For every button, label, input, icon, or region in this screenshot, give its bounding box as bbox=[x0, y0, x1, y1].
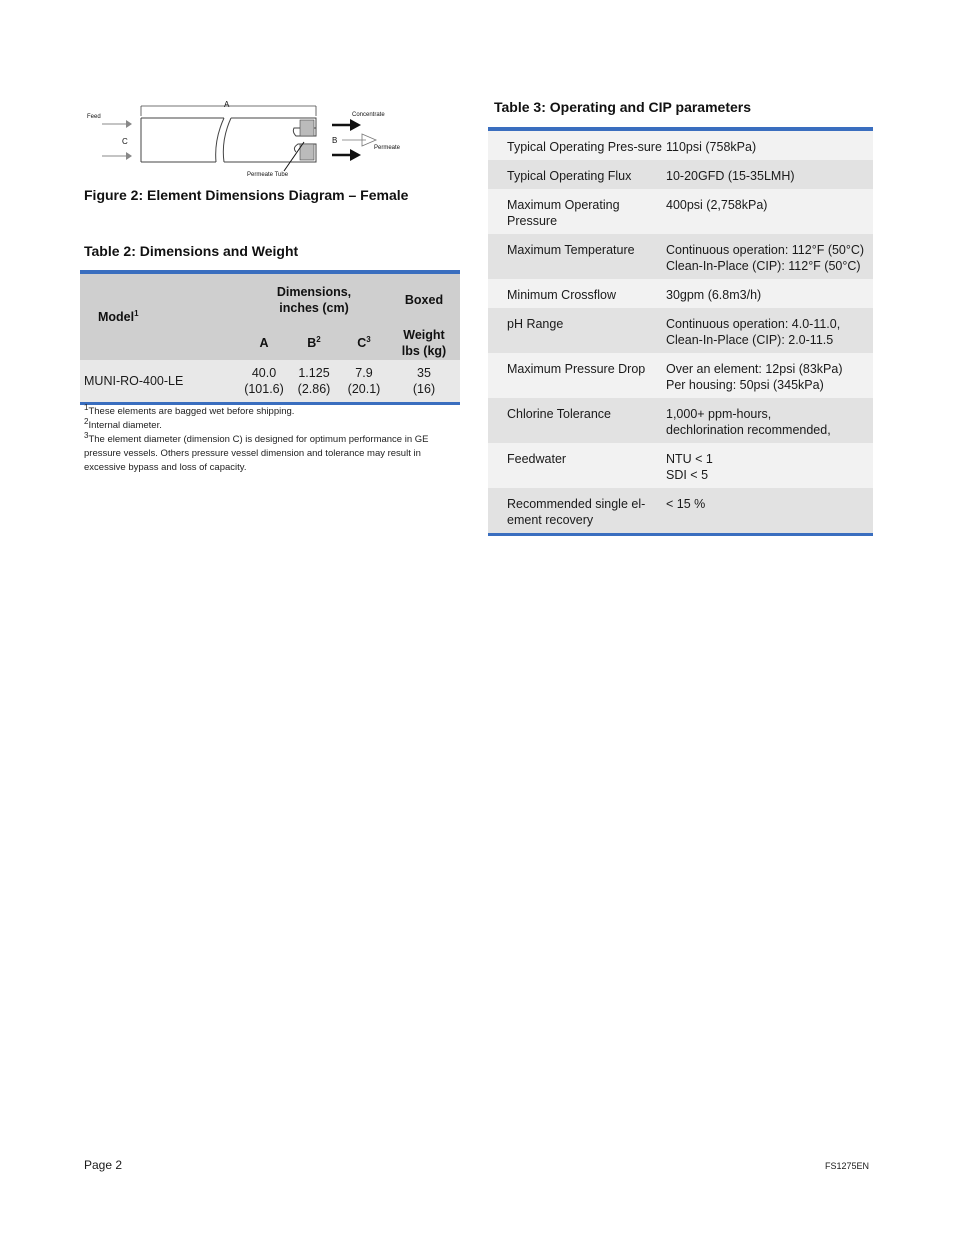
header-c: $C^3$ bbox=[340, 326, 388, 360]
header-weight: Weight lbs (kg) bbox=[388, 326, 460, 360]
parameter-value: 10-20GFD (15-35LMH) bbox=[666, 160, 873, 189]
parameter-value: Continuous operation: 112°F (50°C) Clean-In-Place (CIP): 112°F (50°C) bbox=[666, 234, 873, 279]
parameter-name: Typical Operating Pres-sure bbox=[488, 131, 666, 160]
figure-caption: Figure 2: Element Dimensions Diagram – Female bbox=[84, 187, 409, 203]
parameter-value: Continuous operation: 4.0-11.0, Clean-In-Place (CIP): 2.0-11.5 bbox=[666, 308, 873, 353]
page-number: Page 2 bbox=[84, 1158, 123, 1172]
parameter-name: Typical Operating Flux bbox=[488, 160, 666, 189]
table2-footnotes bbox=[84, 402, 460, 475]
footnote: $^1$These elements are bagged wet before shipping. bbox=[84, 402, 295, 417]
parameter-value: 1,000+ ppm-hours, dechlorination recommended, bbox=[666, 398, 873, 443]
parameter-name: Chlorine Tolerance bbox=[488, 398, 666, 443]
footnote: $^2$Internal diameter. bbox=[84, 416, 162, 431]
parameter-name: Recommended single el-ement recovery bbox=[488, 488, 666, 533]
header-b: $B^2$ bbox=[288, 326, 340, 360]
header-dimensions: Dimensions, inches (cm) bbox=[240, 274, 388, 326]
table-row bbox=[488, 308, 873, 353]
dimensions-table bbox=[80, 270, 460, 405]
label-feed: Feed bbox=[87, 114, 101, 120]
header-a: A bbox=[240, 326, 288, 360]
label-a: A bbox=[224, 100, 230, 109]
parameter-name: Maximum Pressure Drop bbox=[488, 353, 666, 398]
document-code: FS1275EN bbox=[824, 1161, 869, 1171]
cell-model: MUNI-RO-400-LE bbox=[80, 360, 240, 402]
label-permeate-tube: Permeate Tube bbox=[247, 172, 289, 178]
parameter-value: 110psi (758kPa) bbox=[666, 131, 873, 160]
table-row bbox=[488, 189, 873, 234]
parameter-name: Minimum Crossflow bbox=[488, 279, 666, 308]
table-row bbox=[488, 443, 873, 488]
cell-a: 40.0 (101.6) bbox=[240, 360, 288, 402]
parameter-value: NTU < 1 SDI < 5 bbox=[666, 443, 873, 488]
table-row bbox=[488, 234, 873, 279]
parameter-name: Feedwater bbox=[488, 443, 666, 488]
table3-title: Table 3: Operating and CIP parameters bbox=[494, 99, 752, 115]
table-row bbox=[488, 131, 873, 160]
table-row bbox=[488, 398, 873, 443]
table-row bbox=[488, 160, 873, 189]
footnote: $^3$The element diameter (dimension C) is designed for optimum performance in GE pressure vessels. Others pressure vessel dimension and tolerance may result in excessive bypass and loss of capacity. bbox=[84, 430, 429, 473]
parameter-value: < 15 % bbox=[666, 488, 873, 533]
cell-weight: 35 (16) bbox=[388, 360, 460, 402]
parameter-value: 400psi (2,758kPa) bbox=[666, 189, 873, 234]
cell-b: 1.125 (2.86) bbox=[288, 360, 340, 402]
label-b: B bbox=[332, 136, 338, 145]
header-model: Model$^1$ bbox=[80, 274, 240, 360]
label-c: C bbox=[122, 137, 128, 146]
label-permeate: Permeate bbox=[374, 145, 401, 151]
table-row bbox=[488, 279, 873, 308]
element-dimensions-diagram bbox=[84, 98, 414, 180]
header-boxed: Boxed bbox=[388, 274, 460, 326]
parameter-name: pH Range bbox=[488, 308, 666, 353]
table-row bbox=[488, 353, 873, 398]
table-row bbox=[80, 360, 460, 402]
label-concentrate: Concentrate bbox=[352, 112, 385, 118]
parameter-value: Over an element: 12psi (83kPa) Per housing: 50psi (345kPa) bbox=[666, 353, 873, 398]
cell-c: 7.9 (20.1) bbox=[340, 360, 388, 402]
table-row bbox=[488, 488, 873, 533]
table2-title: Table 2: Dimensions and Weight bbox=[84, 243, 299, 259]
parameter-name: Maximum Operating Pressure bbox=[488, 189, 666, 234]
parameter-value: 30gpm (6.8m3/h) bbox=[666, 279, 873, 308]
parameter-name: Maximum Temperature bbox=[488, 234, 666, 279]
operating-parameters-table bbox=[488, 127, 873, 536]
element-diagram-svg bbox=[84, 98, 414, 180]
